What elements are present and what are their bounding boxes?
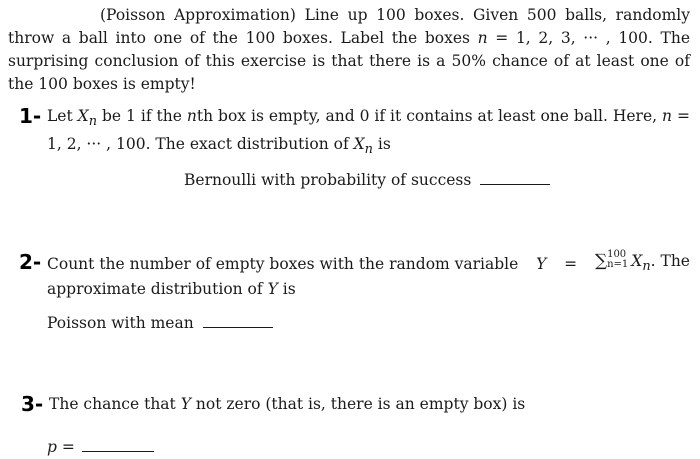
q2-number: 2- xyxy=(19,250,42,274)
q3-eq: = xyxy=(61,438,75,456)
q1-answer-label: Bernoulli with probability of success xyxy=(184,171,472,189)
q1-text-c: th box is empty, and 0 if it contains at least one ball. Here, xyxy=(196,107,658,125)
q2-sum-expression xyxy=(595,250,690,278)
q2-text xyxy=(47,250,690,301)
q2-var-y2: Y xyxy=(267,280,278,299)
q2-var-x: X xyxy=(631,252,643,270)
q1-sub-n2: n xyxy=(364,142,373,158)
q1-text-a: Let xyxy=(47,107,73,125)
q1-answer-blank[interactable] xyxy=(480,170,550,185)
intro-text-1: Line up 100 boxes. Given 500 balls, randomly throw a ball into one of the 100 boxes. Label the boxes xyxy=(8,6,690,47)
q3-number: 3- xyxy=(21,392,44,416)
q2-sum-lower: n=1 xyxy=(607,259,629,270)
q1-sub-n: n xyxy=(88,114,98,130)
q2-eq: = xyxy=(564,254,578,273)
q2-line-1 xyxy=(47,250,690,278)
q2-var-y: Y xyxy=(536,254,547,273)
q1-var-n: n xyxy=(186,107,197,125)
intro-paragraph xyxy=(8,4,690,96)
q3-text-b: not zero (that is, there is an empty box) is xyxy=(195,395,526,413)
q1-text-d: = 1, 2, ··· , 100. The exact distribution of xyxy=(47,107,690,154)
q1-var-x2: X xyxy=(353,135,365,154)
q2-text-b: . The xyxy=(650,252,690,270)
q3-text-a: The chance that xyxy=(49,395,176,413)
intro-text-2: The surprising conclusion of this exercise is that there is a 50% chance of at least one of the 100 boxes is empty! xyxy=(8,29,691,93)
q1-answer-line xyxy=(184,169,550,192)
intro-label: (Poisson Approximation) xyxy=(100,6,296,24)
q1-number: 1- xyxy=(19,104,42,128)
q2-text-c: approximate distribution of xyxy=(47,280,263,299)
q3-var-p: p xyxy=(47,438,57,456)
q1-text-e: is xyxy=(377,135,391,154)
q2-line-2 xyxy=(47,278,690,301)
q2-answer-line xyxy=(47,312,273,335)
q2-answer-blank[interactable] xyxy=(203,313,273,328)
q3-var-y: Y xyxy=(180,395,191,413)
q1-text-b: be 1 if the xyxy=(102,107,182,125)
q1-var-x: X xyxy=(77,107,89,125)
q2-answer-label: Poisson with mean xyxy=(47,314,194,332)
q1-var-n2: n xyxy=(662,107,673,125)
q2-text-a: Count the number of empty boxes with the random variable xyxy=(47,254,519,273)
intro-var-n: n xyxy=(477,29,488,47)
q2-sum-upper: 100 xyxy=(607,249,627,260)
q2-text-d: is xyxy=(282,280,296,299)
intro-eq: = 1, 2, 3, ··· , 100. xyxy=(495,29,653,47)
q3-answer-blank[interactable] xyxy=(82,437,154,452)
q3-text xyxy=(49,393,525,416)
q3-answer-line xyxy=(47,436,154,459)
q2-sub-n: n xyxy=(642,259,651,275)
q1-text xyxy=(47,105,690,161)
q2-sum-limits xyxy=(607,250,628,270)
q2-sum-symbol: ∑ xyxy=(594,251,608,271)
